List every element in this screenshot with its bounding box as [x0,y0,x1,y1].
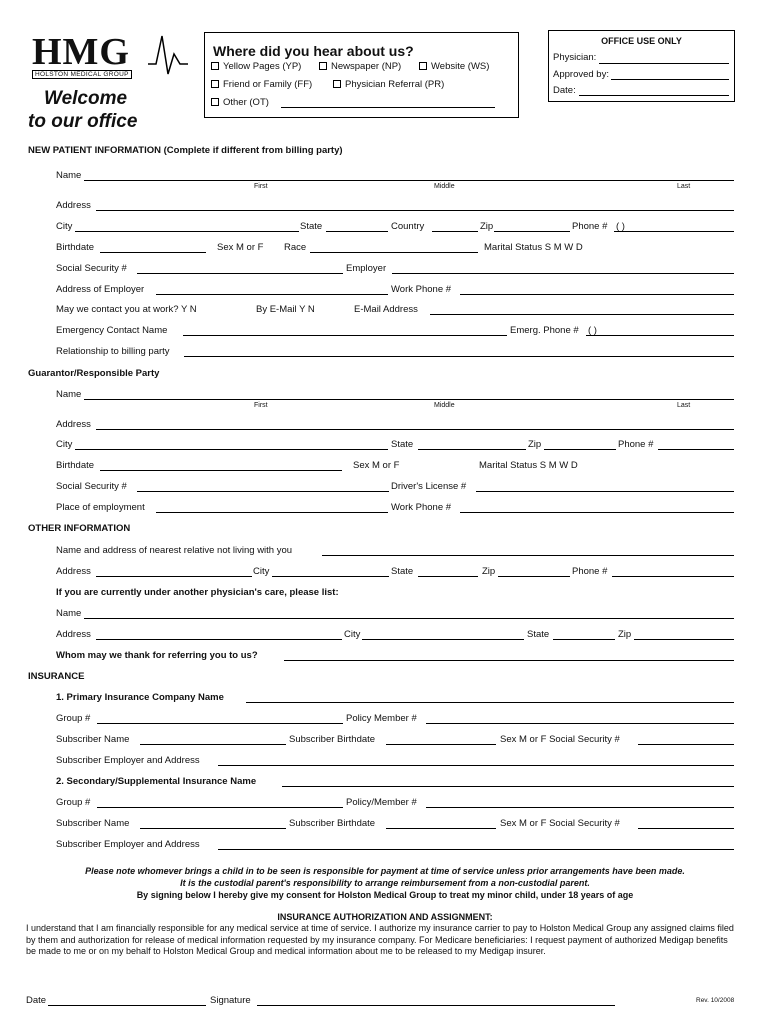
g-sex-label: Sex M or F [353,460,400,471]
np-address-field[interactable] [96,210,734,211]
referral-physician[interactable]: Physician Referral (PR) [333,79,444,90]
footer-date-label: Date [26,995,47,1006]
referral-title: Where did you hear about us? [213,43,414,59]
o-relative-field[interactable] [322,555,734,556]
note-line3: By signing below I hereby give my consent for Holston Medical Group to treat my minor child, under 18 years of age [136,890,634,900]
welcome-line1: Welcome [44,88,128,109]
ins-sub-employer-label: Subscriber Employer and Address [56,755,200,766]
ins-sub-birth2-field[interactable] [386,828,496,829]
o-zip2-label: Zip [618,629,632,640]
o-address2-label: Address [56,629,91,640]
np-marital-label: Marital Status S M W D [484,242,583,253]
referral-newspaper[interactable]: Newspaper (NP) [319,61,401,72]
np-emerg-phone-label: Emerg. Phone # [510,325,579,336]
g-city-field[interactable] [75,449,388,450]
ins-sex-ssn2-label: Sex M or F Social Security # [500,818,620,829]
o-address-label: Address [56,566,91,577]
ins-policy-label: Policy Member # [346,713,417,724]
ins-secondary-label: 2. Secondary/Supplemental Insurance Name [56,776,257,787]
np-race-field[interactable] [310,252,478,253]
office-approved-label: Approved by: [553,69,609,80]
referral-friend[interactable]: Friend or Family (FF) [211,79,312,90]
ins-sub-birth2-label: Subscriber Birthdate [289,818,376,829]
np-emerg-phone-field[interactable] [586,335,734,336]
ins-sub-employer2-label: Subscriber Employer and Address [56,839,200,850]
o-city2-field[interactable] [362,639,524,640]
g-employment-field[interactable] [156,512,388,513]
ins-group2-label: Group # [56,797,91,808]
g-state-field[interactable] [418,449,526,450]
ins-sub-birth-field[interactable] [386,744,496,745]
o-other-physician-label: If you are currently under another physician's care, please list: [56,587,339,598]
ins-sub-name-field[interactable] [140,744,286,745]
o-zip-label: Zip [482,566,496,577]
np-work-phone-label: Work Phone # [391,284,452,295]
ins-group2-field[interactable] [97,807,343,808]
np-phone-paren: ( ) [616,221,625,232]
g-work-phone-label: Work Phone # [391,502,452,513]
o-state-label: State [391,566,414,577]
g-ssn-field[interactable] [137,491,389,492]
g-zip-field[interactable] [544,449,616,450]
np-city-label: City [56,221,73,232]
g-name-field[interactable] [84,399,734,400]
ins-sub-birth-label: Subscriber Birthdate [289,734,376,745]
office-physician-label: Physician: [553,52,597,63]
o-state2-label: State [527,629,550,640]
referral-box [204,32,519,118]
np-employer-field[interactable] [392,273,734,274]
checkbox-icon[interactable] [211,80,219,88]
referral-website[interactable]: Website (WS) [419,61,489,72]
np-name-field[interactable] [84,180,734,181]
g-first-label: First [254,402,268,409]
ins-primary-label: 1. Primary Insurance Company Name [56,692,224,703]
np-emergency-label: Emergency Contact Name [56,325,168,336]
np-work-phone-field[interactable] [460,294,734,295]
o-address-field[interactable] [96,576,252,577]
np-city-field[interactable] [75,231,299,232]
guarantor-title: Guarantor/Responsible Party [28,368,160,379]
referral-yellow-pages[interactable]: Yellow Pages (YP) [211,61,301,72]
np-ssn-field[interactable] [137,273,343,274]
ins-secondary-field[interactable] [282,786,734,787]
g-license-label: Driver's License # [391,481,467,492]
g-address-label: Address [56,419,91,430]
logo [30,30,180,80]
office-date-field[interactable] [579,95,729,96]
logo-subtitle: HOLSTON MEDICAL GROUP [32,70,132,79]
referral-other[interactable]: Other (OT) [211,97,269,108]
np-zip-field[interactable] [494,231,570,232]
auth-text: I understand that I am financially responsible for any medical service at time of service. I authorize my insurance carrier to pay to Holston Medical Group any assigned claims filed by them and authorization for release of medical information requested by my insurance company. For Medicare beneficiaries: I request payment of authorized Medigap benefits be made to me or on my behalf to Holston Medical Group and medical information about me to be released to my Medigap insurer. [26,923,734,956]
ins-sub-name2-field[interactable] [140,828,286,829]
g-name-label: Name [56,389,82,400]
np-last-label: Last [677,183,691,190]
np-relationship-label: Relationship to billing party [56,346,170,357]
footer-signature-field[interactable] [257,1005,615,1006]
ins-ssn-field[interactable] [638,744,734,745]
checkbox-icon[interactable] [419,62,427,70]
np-country-label: Country [391,221,425,232]
ins-policy-field[interactable] [426,723,734,724]
new-patient-title: NEW PATIENT INFORMATION (Complete if different from billing party) [28,145,343,156]
office-approved-field[interactable] [611,79,729,80]
heartbeat-icon [148,34,188,76]
ins-group-field[interactable] [97,723,343,724]
ins-sub-name-label: Subscriber Name [56,734,130,745]
o-state-field[interactable] [418,576,478,577]
np-birthdate-field[interactable] [100,252,206,253]
g-state-label: State [391,439,414,450]
welcome-line2: to our office [28,111,138,132]
np-emp-address-field[interactable] [156,294,388,295]
o-zip2-field[interactable] [634,639,734,640]
note-line2: It is the custodial parent's responsibility to arrange reimbursement from a non-custodial parent. [180,878,590,888]
checkbox-icon[interactable] [211,98,219,106]
office-title: OFFICE USE ONLY [601,36,682,46]
g-ssn-label: Social Security # [56,481,127,492]
g-birthdate-field[interactable] [100,470,342,471]
checkbox-icon[interactable] [319,62,327,70]
np-relationship-field[interactable] [184,356,734,357]
ins-primary-field[interactable] [246,702,734,703]
other-title: OTHER INFORMATION [28,523,131,534]
o-city-label: City [253,566,270,577]
np-state-field[interactable] [326,231,388,232]
o-name-label: Name [56,608,82,619]
ins-group-label: Group # [56,713,91,724]
ins-policy2-label: Policy/Member # [346,797,417,808]
o-zip-field[interactable] [498,576,570,577]
np-birthdate-label: Birthdate [56,242,95,253]
o-city-field[interactable] [272,576,389,577]
g-marital-label: Marital Status S M W D [479,460,578,471]
g-middle-label: Middle [434,402,455,409]
np-name-label: Name [56,170,82,181]
np-race-label: Race [284,242,307,253]
np-first-label: First [254,183,268,190]
np-emp-address-label: Address of Employer [56,284,145,295]
office-physician-field[interactable] [599,63,729,64]
g-phone-label: Phone # [618,439,654,450]
np-contact-work-label: May we contact you at work? Y N [56,304,197,315]
checkbox-icon[interactable] [211,62,219,70]
np-address-label: Address [56,200,91,211]
o-state2-field[interactable] [553,639,615,640]
office-date-label: Date: [553,85,576,96]
ins-sub-employer-field[interactable] [218,765,734,766]
g-address-field[interactable] [96,429,734,430]
np-employer-label: Employer [346,263,387,274]
g-birthdate-label: Birthdate [56,460,95,471]
np-phone-field[interactable] [614,231,734,232]
ins-policy2-field[interactable] [426,807,734,808]
np-sex-label: Sex M or F [217,242,264,253]
auth-title: INSURANCE AUTHORIZATION AND ASSIGNMENT: [277,912,493,922]
o-city2-label: City [344,629,361,640]
checkbox-icon[interactable] [333,80,341,88]
ins-sub-employer2-field[interactable] [218,849,734,850]
np-middle-label: Middle [434,183,455,190]
o-relative-label: Name and address of nearest relative not living with you [56,545,293,556]
office-use-box [548,30,735,102]
g-phone-field[interactable] [658,449,734,450]
referral-other-field[interactable] [281,107,495,108]
logo-name: HMG [32,31,130,73]
np-email-field[interactable] [430,314,734,315]
np-zip-label: Zip [480,221,494,232]
ins-sex-ssn-label: Sex M or F Social Security # [500,734,620,745]
footer-date-field[interactable] [48,1005,206,1006]
o-referring-label: Whom may we thank for referring you to us? [56,650,258,661]
np-ssn-label: Social Security # [56,263,127,274]
insurance-title: INSURANCE [28,671,85,682]
footer-signature-label: Signature [210,995,251,1006]
g-zip-label: Zip [528,439,542,450]
np-country-field[interactable] [432,231,478,232]
np-emerg-phone-paren: ( ) [588,325,597,336]
note-line1: Please note whomever brings a child in to be seen is responsible for payment at time of service unless prior arrangements have been made. [85,866,685,876]
np-email-label: E-Mail Address [354,304,418,315]
g-work-phone-field[interactable] [460,512,734,513]
g-employment-label: Place of employment [56,502,145,513]
o-phone-field[interactable] [612,576,734,577]
o-referring-field[interactable] [284,660,734,661]
np-phone-label: Phone # [572,221,608,232]
ins-sub-name2-label: Subscriber Name [56,818,130,829]
np-emergency-field[interactable] [183,335,507,336]
o-address2-field[interactable] [96,639,342,640]
g-last-label: Last [677,402,691,409]
np-by-email-label: By E-Mail Y N [256,304,315,315]
ins-ssn2-field[interactable] [638,828,734,829]
g-city-label: City [56,439,73,450]
footer-rev: Rev. 10/2008 [696,997,735,1004]
o-name-field[interactable] [84,618,734,619]
g-license-field[interactable] [476,491,734,492]
o-phone-label: Phone # [572,566,608,577]
np-state-label: State [300,221,323,232]
